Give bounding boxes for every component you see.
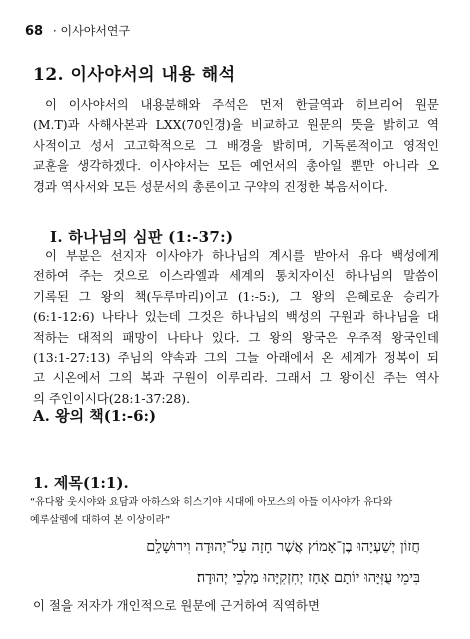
text-line: 사적이고 성서 고고학적으로 그 배경을 밝히며, 기독론적이고 영적인 [33, 137, 439, 153]
subsubsection-heading: 1. 제목(1:1). [33, 474, 129, 492]
running-header [25, 22, 130, 39]
page-number: 68 [25, 24, 44, 39]
text-line: 경과 역사서와 모든 성문서의 총론이고 구약의 진정한 복음서이다. [33, 178, 388, 194]
chapter-heading: 12. 이사야서의 내용 해석 [33, 65, 236, 85]
text-line: 이 부분은 선지자 이사야가 하나님의 계시를 받아서 유다 백성에게 [45, 248, 439, 263]
text-line: (6:1-12:6) 나타나 있는데 그것은 하나님의 백성의 구원과 하나님을 대 [33, 309, 439, 325]
running-title: · 이사야서연구 [52, 24, 131, 38]
quote-line: “유다왕 웃시야와 요담과 아하스와 히스기야 시대에 아모스의 아들 이사야가 유다와 [30, 497, 393, 508]
text-line: 적하는 대적의 패망이 나타나 있다. 그 왕의 왕국은 우주적 왕국인데 [33, 329, 439, 345]
text-line: 전하여 주는 것으로 이스라엘과 세계의 통치자이신 하나님의 말씀이 [33, 268, 439, 284]
text-line: (13:1-27:13) 주님의 약속과 그의 그늘 아래에서 온 세계가 정복이 되 [33, 350, 439, 366]
text-line: 의 주인이시다(28:1-37:28). [33, 390, 191, 406]
text-line: 고 시온에서 그의 복과 구원이 이루리라. 그래서 그 왕이신 주는 역사 [33, 370, 439, 386]
intro-paragraph [33, 95, 439, 197]
quote-line: 예루살렘에 대하여 본 이상이라” [30, 515, 171, 526]
subsection-heading: A. 왕의 책(1:-6:) [33, 407, 157, 425]
text-line: 기록된 그 왕의 책(두루마리)이고 (1:-5:), 그 왕의 은혜로운 승리가 [33, 288, 439, 304]
section-paragraph [33, 246, 439, 409]
text-line: 교훈을 생각하겠다. 이사야서는 모든 예언서의 총아일 뿐만 아니라 오 [33, 158, 439, 174]
section-heading: Ⅰ. 하나님의 심판 (1:-37:) [50, 228, 234, 246]
text-line: 이 이사야서의 내용분해와 주석은 먼저 한글역과 히브리어 원문 [45, 97, 439, 112]
hebrew-verse-line: בִּימֵי עֻזִּיָּהוּ יוֹתָם אָחָז יְחִזְקִיָּהוּ מַלְכֵי יְהוּדָה׃ [196, 570, 420, 586]
hebrew-verse-line: חֲזוֹן יְשַׁעְיָהוּ בֶן־אָמוֹץ אֲשֶׁר חָזָה עַל־יְהוּדָה וִירוּשָׁלִָם [146, 539, 420, 555]
closing-line: 이 절을 저자가 개인적으로 원문에 근거하여 직역하면 [33, 598, 320, 613]
verse-quote [30, 494, 440, 530]
text-line: (M.T)과 사해사본과 LXX(70인경)을 비교하고 원문의 뜻을 밝히고 역 [33, 117, 439, 133]
